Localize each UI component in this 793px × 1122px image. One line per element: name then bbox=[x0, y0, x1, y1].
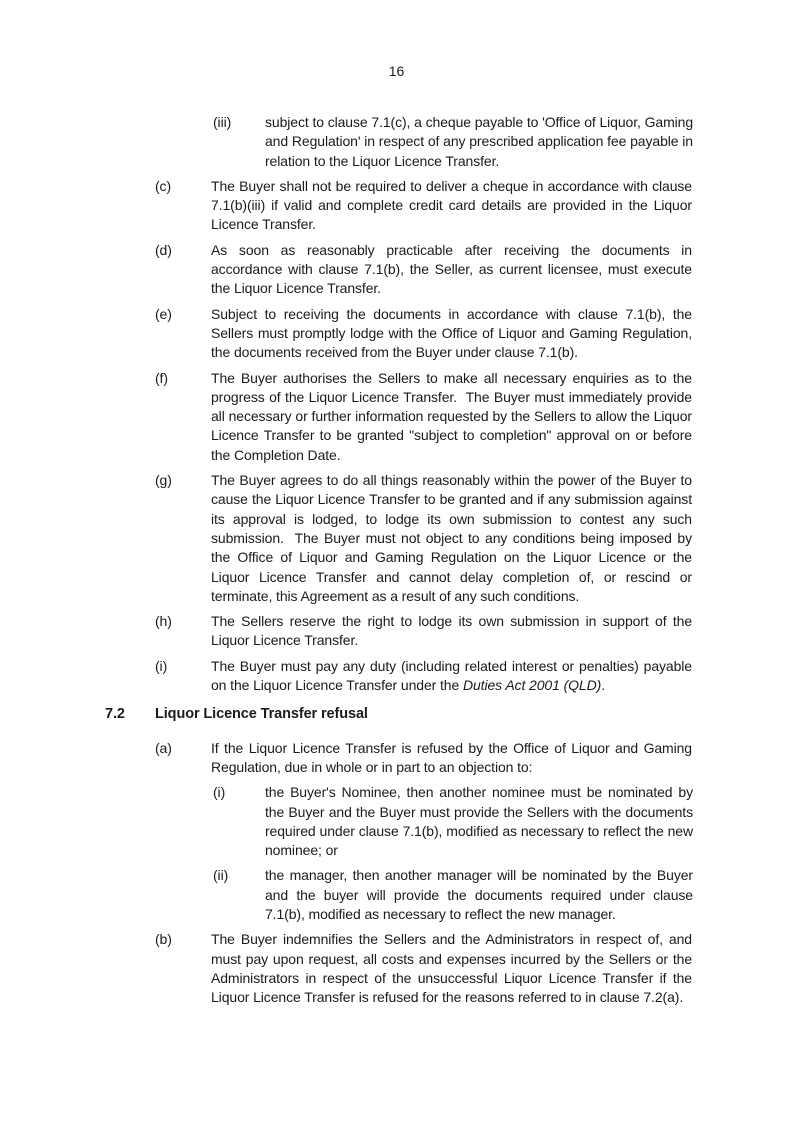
clause-label: (f) bbox=[155, 369, 168, 386]
clause-label: (g) bbox=[155, 472, 172, 489]
clause-text: subject to clause 7.1(c), a cheque payable to 'Office of Liquor, Gaming and Regulation' in respect of any prescribed application fee payable in relation to the Liquor Licence Transfer. bbox=[265, 114, 694, 169]
clause-text bbox=[211, 657, 692, 696]
clause-label: (ii) bbox=[213, 867, 229, 884]
clause-7-1-c bbox=[0, 177, 793, 235]
clause-text: As soon as reasonably practicable after receiving the documents in accordance with clause 7.1(b), the Seller, as current licensee, must execute the Liquor Licence Transfer. bbox=[211, 241, 692, 297]
clause-7-1-f bbox=[0, 369, 793, 465]
clause-label: (d) bbox=[155, 241, 172, 258]
clause-text-pre: The Buyer must pay any duty (including related interest or penalties) payable on the Liquor Licence Transfer under the bbox=[211, 657, 692, 694]
clause-text: The Sellers reserve the right to lodge its own submission in support of the Liquor Licence Transfer. bbox=[211, 613, 692, 649]
clause-7-2-a-i bbox=[0, 783, 793, 860]
page-number: 16 bbox=[388, 63, 405, 79]
clause-label: (c) bbox=[155, 177, 172, 194]
section-number: 7.2 bbox=[105, 706, 125, 723]
clause-7-1-b-iii bbox=[0, 113, 793, 171]
clause-7-1-i bbox=[0, 657, 793, 696]
clause-label: (iii) bbox=[213, 114, 232, 130]
clause-label: (i) bbox=[155, 657, 168, 674]
clause-text: the manager, then another manager will be nominated by the Buyer and the buyer will provide the documents required under clause 7.1(b), modified as necessary to reflect the new manager. bbox=[265, 867, 693, 922]
clause-7-1-d bbox=[0, 241, 793, 299]
clause-7-2-a-ii bbox=[0, 866, 793, 924]
clause-7-2-a bbox=[0, 739, 793, 778]
clause-text: The Buyer shall not be required to deliver a cheque in accordance with clause 7.1(b)(iii) if valid and complete credit card details are provided in the Liquor Licence Transfer. bbox=[211, 177, 692, 233]
clause-label: (a) bbox=[155, 739, 172, 756]
clause-7-1-g bbox=[0, 471, 793, 606]
clause-text: the Buyer's Nominee, then another nominee must be nominated by the Buyer and the Buyer must provide the Sellers with the documents required under clause 7.1(b), modified as necessary to reflect the new nominee; or bbox=[265, 784, 693, 859]
clause-7-1-h bbox=[0, 612, 793, 651]
clause-7-1-e bbox=[0, 305, 793, 363]
clause-label: (h) bbox=[155, 613, 172, 630]
clause-text: The Buyer indemnifies the Sellers and the Administrators in respect of, and must pay upon request, all costs and expenses incurred by the Sellers or the Administrators in respect of the unsuccessful Liquor Licence Transfer if the Liquor Licence Transfer is refused for the reasons referred to in clause 7.2(a). bbox=[211, 931, 692, 1006]
clause-7-2-b bbox=[0, 930, 793, 1007]
section-title: Liquor Licence Transfer refusal bbox=[155, 706, 368, 723]
clause-label: (b) bbox=[155, 931, 172, 948]
clause-text: The Buyer authorises the Sellers to make all necessary enquiries as to the progress of the Liquor Licence Transfer. The Buyer must immediately provide all necessary or further information requested by the Sellers to allow the Liquor Licence Transfer to be granted "subject to completion" approval on or before the Completion Date. bbox=[211, 369, 692, 463]
clause-text: The Buyer agrees to do all things reasonably within the power of the Buyer to cause the Liquor Licence Transfer to be granted and if any submission against its approval is lodged, to lodge its own submission to contest any such submission. The Buyer must not object to any conditions being imposed by the Office of Liquor and Gaming Regulation on the Liquor Licence or the Liquor Licence Transfer and cannot delay completion of, or rescind or terminate, this Agreement as a result of any such conditions. bbox=[211, 472, 692, 604]
clause-text: Subject to receiving the documents in accordance with clause 7.1(b), the Sellers must promptly lodge with the Office of Liquor and Gaming Regulation, the documents received from the Buyer under clause 7.1(b). bbox=[211, 305, 692, 361]
clause-text: If the Liquor Licence Transfer is refused by the Office of Liquor and Gaming Regulation, due in whole or in part to an objection to: bbox=[211, 739, 692, 775]
clause-label: (e) bbox=[155, 305, 172, 322]
section-7-2-heading bbox=[0, 705, 793, 724]
act-name-italic: Duties Act 2001 (QLD) bbox=[462, 677, 602, 694]
clause-text-post: . bbox=[601, 677, 605, 694]
clause-label: (i) bbox=[213, 784, 226, 801]
